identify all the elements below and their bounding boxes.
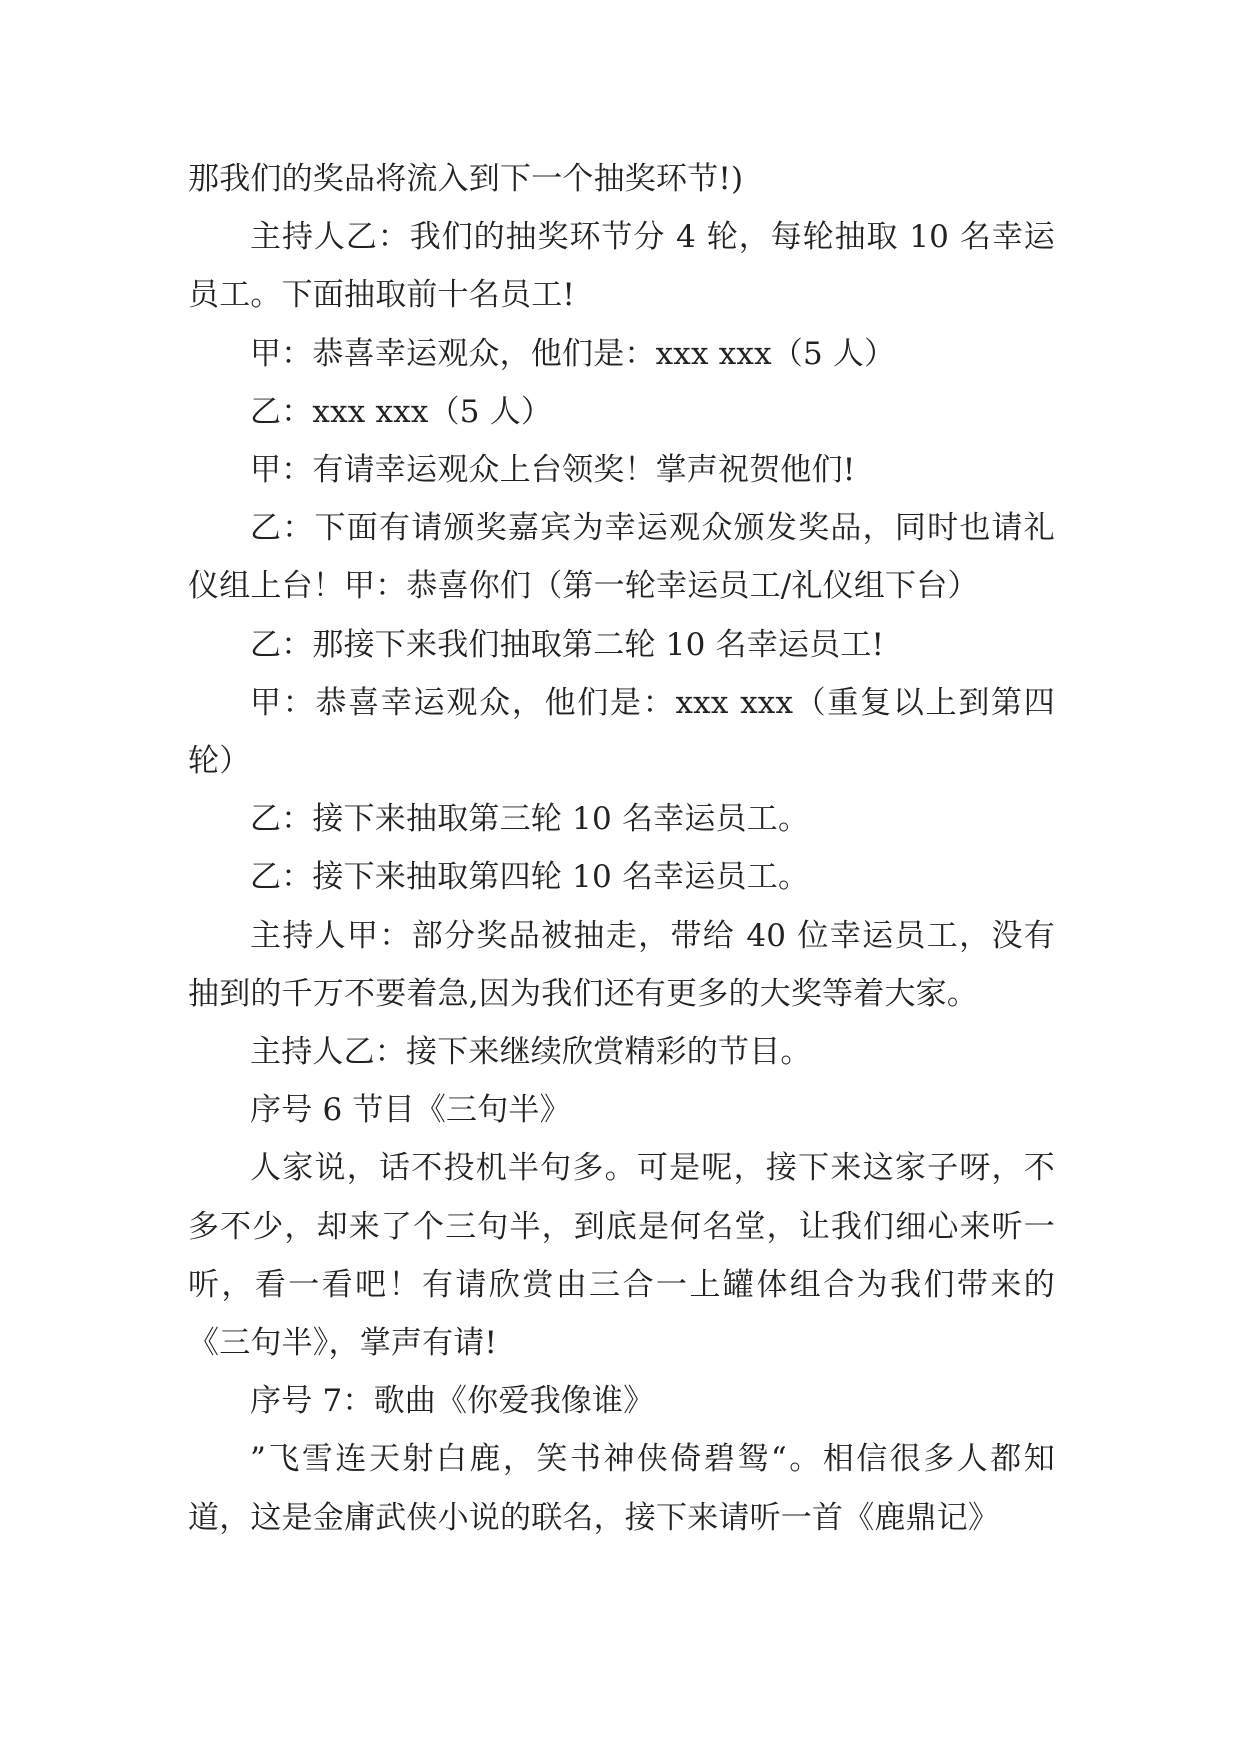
- paragraph-b-round-three: 乙：接下来抽取第三轮 10 名幸运员工。: [250, 801, 810, 838]
- paragraph-host-b-lottery-rounds: 主持人乙：我们的抽奖环节分 4 轮，每轮抽取 10 名幸运员工。下面抽取前十名员工!: [188, 219, 1055, 314]
- paragraph-continuation: 那我们的奖品将流入到下一个抽奖环节!): [188, 161, 744, 197]
- paragraph-b-round-four: 乙：接下来抽取第四轮 10 名幸运员工。: [250, 859, 810, 896]
- paragraph-a-congrats-repeat: 甲：恭喜幸运观众，他们是：xxx xxx（重复以上到第四轮）: [188, 684, 1055, 780]
- paragraph-host-a-summary: 主持人甲：部分奖品被抽走，带给 40 位幸运员工，没有抽到的千万不要着急,因为我们还有更多的大奖等着大家。: [188, 917, 1055, 1012]
- paragraph-host-b-next-show: 主持人乙：接下来继续欣赏精彩的节目。: [250, 1034, 812, 1071]
- program-heading-7: 序号 7：歌曲《你爱我像谁》: [250, 1383, 655, 1420]
- body-text: [188, 150, 1055, 1547]
- paragraph-program-7-intro: ”飞雪连天射白鹿，笑书神侠倚碧鸳“。相信很多人都知道，这是金庸武侠小说的联名，接下来请听一首《鹿鼎记》: [188, 1441, 1055, 1536]
- paragraph-b-round-two: 乙：那接下来我们抽取第二轮 10 名幸运员工!: [250, 626, 885, 663]
- paragraph-b-names: 乙：xxx xxx（5 人）: [250, 393, 553, 430]
- paragraph-a-invite-stage: 甲：有请幸运观众上台领奖！掌声祝贺他们!: [250, 452, 856, 489]
- paragraph-program-6-intro: 人家说，话不投机半句多。可是呢，接下来这家子呀，不多不少，却来了个三句半，到底是何名堂，让我们细心来听一听，看一看吧！有请欣赏由三合一上罐体组合为我们带来的《三句半》，掌声有请!: [188, 1150, 1055, 1362]
- paragraph-a-congrats-1: 甲：恭喜幸运观众，他们是：xxx xxx（5 人）: [250, 335, 896, 372]
- paragraph-b-presenters: 乙：下面有请颁奖嘉宾为幸运观众颁发奖品，同时也请礼仪组上台！甲：恭喜你们（第一轮幸运员工/礼仪组下台）: [188, 510, 1055, 605]
- program-heading-6: 序号 6 节目《三句半》: [250, 1092, 571, 1129]
